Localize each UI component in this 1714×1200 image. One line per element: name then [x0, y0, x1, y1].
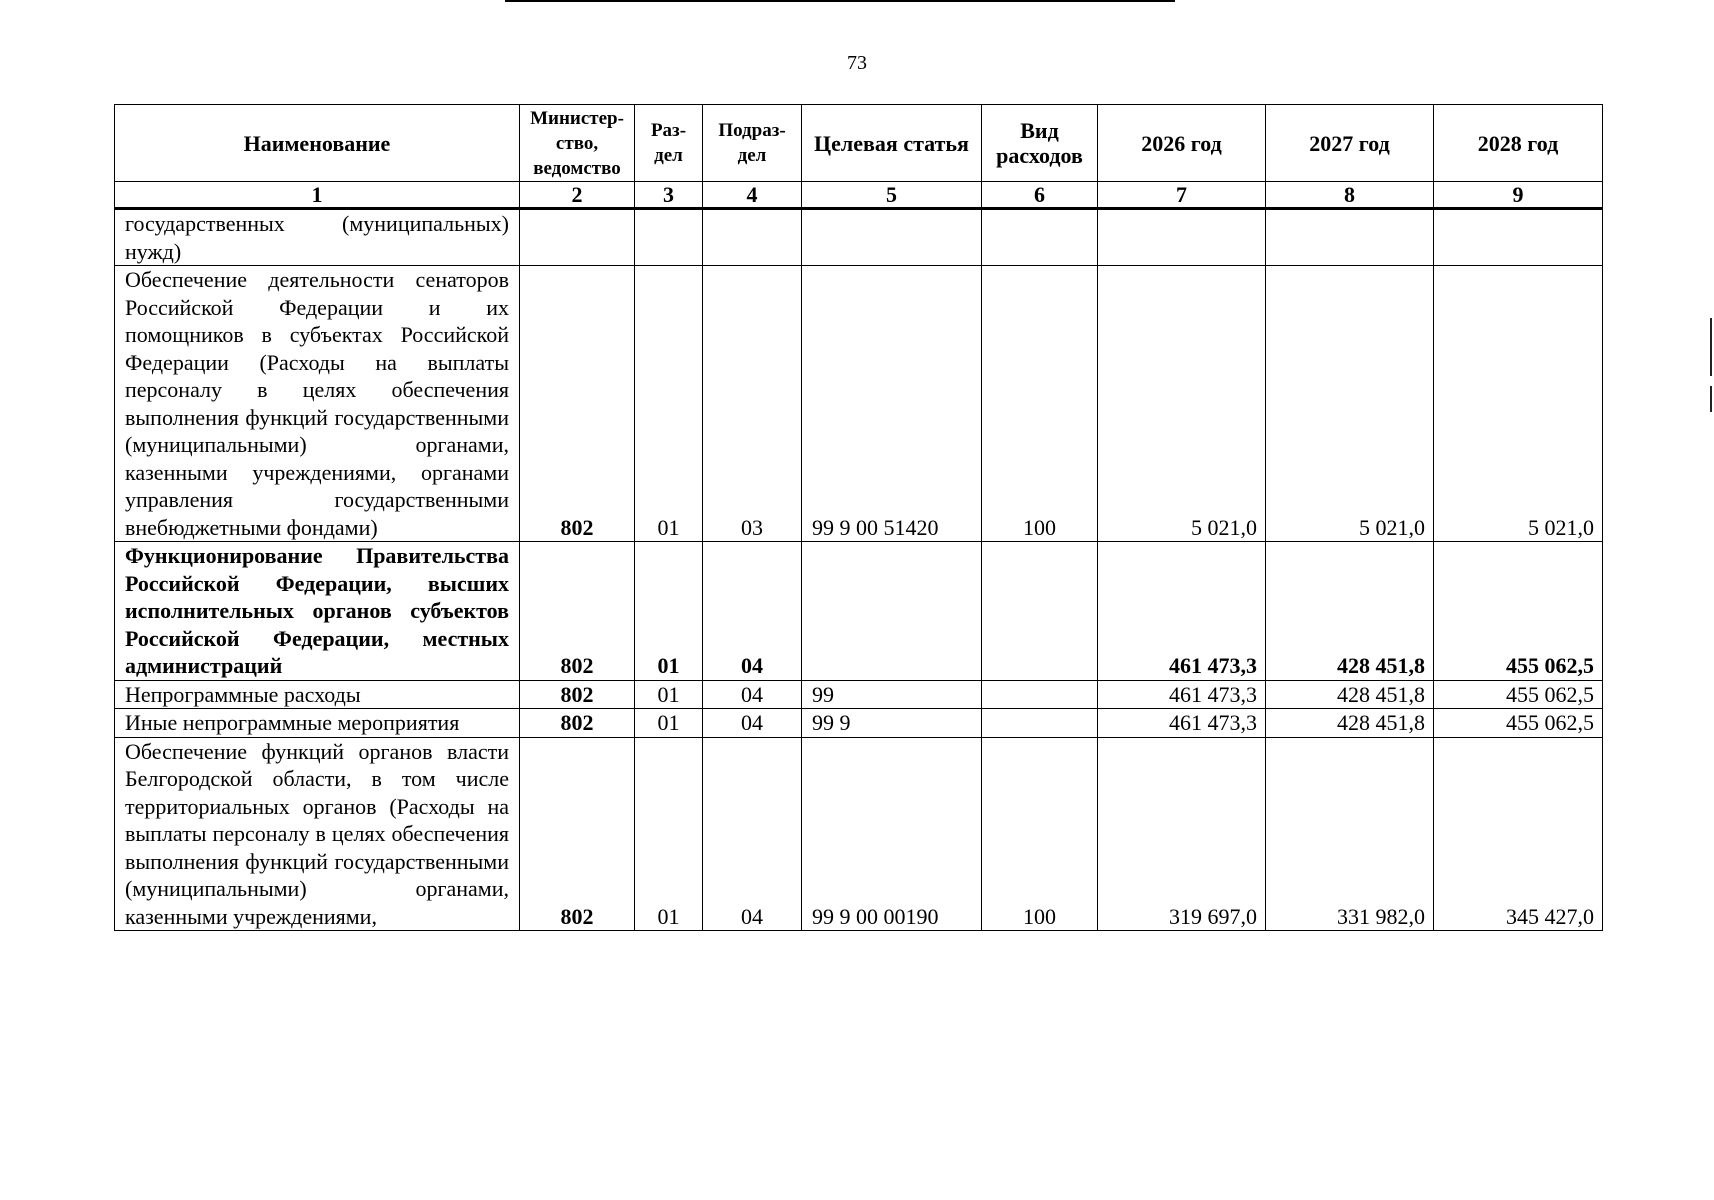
cell-name: Функционирование Правительства Российской Федерации, высших исполнительных органов субъектов Российской Федерации, местных администраций — [115, 542, 520, 681]
cell-target-article — [802, 209, 982, 266]
cell-ministry: 802 — [520, 680, 635, 709]
cell-ministry: 802 — [520, 266, 635, 542]
table-body — [115, 209, 1603, 931]
margin-mark — [1710, 318, 1712, 376]
cell-year-2026: 5 021,0 — [1098, 266, 1266, 542]
header-name: Наименование — [115, 105, 520, 182]
table-row — [115, 709, 1603, 738]
column-number: 2 — [520, 182, 635, 209]
cell-target-article: 99 9 00 51420 — [802, 266, 982, 542]
table-header-row — [115, 105, 1603, 182]
cell-expense-kind — [982, 709, 1098, 738]
column-number: 4 — [703, 182, 802, 209]
cell-year-2026: 319 697,0 — [1098, 737, 1266, 931]
cell-name: Иные непрограммные мероприятия — [115, 709, 520, 738]
cell-expense-kind — [982, 542, 1098, 681]
cell-subsection: 04 — [703, 709, 802, 738]
cell-subsection: 03 — [703, 266, 802, 542]
cell-ministry: 802 — [520, 709, 635, 738]
cell-name: Непрограммные расходы — [115, 680, 520, 709]
cell-section: 01 — [635, 737, 703, 931]
header-year-2026: 2026 год — [1098, 105, 1266, 182]
page-number: 73 — [847, 52, 867, 74]
cell-expense-kind — [982, 680, 1098, 709]
top-rule — [505, 0, 1175, 2]
cell-year-2026 — [1098, 209, 1266, 266]
cell-target-article: 99 9 00 00190 — [802, 737, 982, 931]
cell-year-2028: 345 427,0 — [1434, 737, 1603, 931]
header-expense-kind: Вид расходов — [982, 105, 1098, 182]
cell-subsection: 04 — [703, 542, 802, 681]
table-row — [115, 542, 1603, 681]
cell-year-2028 — [1434, 209, 1603, 266]
cell-ministry: 802 — [520, 542, 635, 681]
column-number-row — [115, 182, 1603, 209]
cell-year-2026: 461 473,3 — [1098, 542, 1266, 681]
header-subsection: Подраз-дел — [703, 105, 802, 182]
cell-year-2028: 5 021,0 — [1434, 266, 1603, 542]
cell-expense-kind — [982, 209, 1098, 266]
cell-name: государственных (муниципальных) нужд) — [115, 209, 520, 266]
cell-section: 01 — [635, 709, 703, 738]
budget-table — [114, 104, 1603, 931]
column-number: 7 — [1098, 182, 1266, 209]
cell-subsection — [703, 209, 802, 266]
column-number: 5 — [802, 182, 982, 209]
column-number: 1 — [115, 182, 520, 209]
cell-subsection: 04 — [703, 680, 802, 709]
cell-section: 01 — [635, 266, 703, 542]
cell-year-2027: 428 451,8 — [1266, 542, 1434, 681]
column-number: 9 — [1434, 182, 1603, 209]
column-number: 3 — [635, 182, 703, 209]
cell-year-2027: 331 982,0 — [1266, 737, 1434, 931]
cell-year-2028: 455 062,5 — [1434, 542, 1603, 681]
cell-ministry — [520, 209, 635, 266]
cell-name: Обеспечение функций органов власти Белгородской области, в том числе территориальных органов (Расходы на выплаты персоналу в целях обеспечения выполнения функций государственными (муниципальными) органами, казенными учреждениями, — [115, 737, 520, 931]
header-target-article: Целевая статья — [802, 105, 982, 182]
cell-ministry: 802 — [520, 737, 635, 931]
cell-expense-kind: 100 — [982, 737, 1098, 931]
margin-mark — [1710, 386, 1712, 412]
cell-year-2028: 455 062,5 — [1434, 680, 1603, 709]
header-year-2028: 2028 год — [1434, 105, 1603, 182]
cell-name: Обеспечение деятельности сенаторов Российской Федерации и их помощников в субъектах Российской Федерации (Расходы на выплаты персоналу в целях обеспечения выполнения функций государственными (муниципальными) органами, казенными учреждениями, органами управления государственными внебюджетными фондами) — [115, 266, 520, 542]
cell-section — [635, 209, 703, 266]
cell-section: 01 — [635, 542, 703, 681]
cell-target-article: 99 — [802, 680, 982, 709]
cell-target-article: 99 9 — [802, 709, 982, 738]
cell-year-2027: 5 021,0 — [1266, 266, 1434, 542]
cell-section: 01 — [635, 680, 703, 709]
table-row — [115, 680, 1603, 709]
cell-year-2027 — [1266, 209, 1434, 266]
cell-year-2027: 428 451,8 — [1266, 709, 1434, 738]
header-section: Раз-дел — [635, 105, 703, 182]
header-year-2027: 2027 год — [1266, 105, 1434, 182]
cell-year-2028: 455 062,5 — [1434, 709, 1603, 738]
cell-expense-kind: 100 — [982, 266, 1098, 542]
cell-year-2026: 461 473,3 — [1098, 709, 1266, 738]
cell-year-2027: 428 451,8 — [1266, 680, 1434, 709]
table-row — [115, 266, 1603, 542]
table-row — [115, 209, 1603, 266]
column-number: 8 — [1266, 182, 1434, 209]
cell-year-2026: 461 473,3 — [1098, 680, 1266, 709]
column-number: 6 — [982, 182, 1098, 209]
table-row — [115, 737, 1603, 931]
cell-subsection: 04 — [703, 737, 802, 931]
cell-target-article — [802, 542, 982, 681]
header-ministry: Министер-ство, ведомство — [520, 105, 635, 182]
